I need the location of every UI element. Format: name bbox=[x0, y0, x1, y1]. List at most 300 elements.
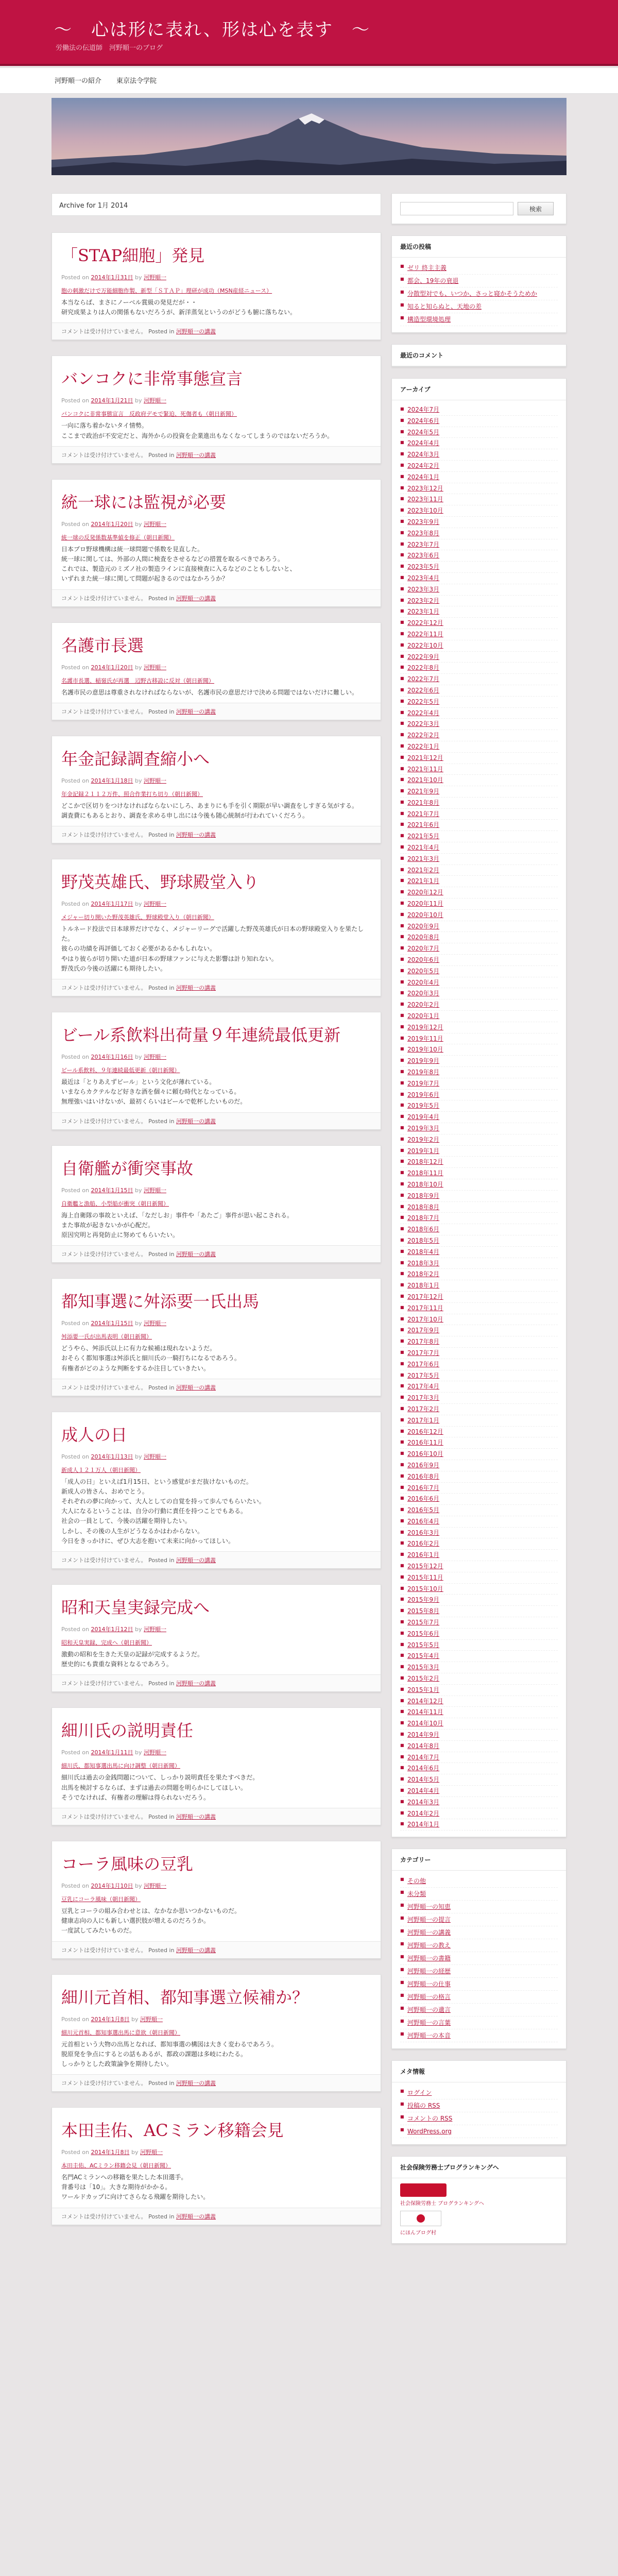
archives-link[interactable]: 2018年12月 bbox=[407, 1158, 443, 1166]
list-item bbox=[400, 1123, 558, 1134]
archives-link[interactable]: 2024年5月 bbox=[407, 428, 440, 436]
by-label: by bbox=[134, 397, 142, 404]
list-item bbox=[400, 887, 558, 899]
post-source-link[interactable]: ビール系飲料、９年連続最低更新（朝日新聞） bbox=[61, 1067, 180, 1074]
archives-link[interactable]: 2020年8月 bbox=[407, 934, 440, 941]
archives-link[interactable]: 2023年7月 bbox=[407, 540, 440, 548]
list-item bbox=[400, 910, 558, 921]
archives-link[interactable]: 2024年4月 bbox=[407, 439, 440, 447]
recent-posts-link[interactable]: 構造型環境処理 bbox=[407, 316, 451, 323]
archives-link[interactable]: 2023年1月 bbox=[407, 608, 440, 616]
post-title-link[interactable]: 野茂英雄氏、野球殿堂入り bbox=[61, 872, 260, 892]
archives-link[interactable]: 2018年11月 bbox=[407, 1170, 443, 1177]
archives-link[interactable]: 2019年3月 bbox=[407, 1125, 440, 1132]
post-title-link[interactable]: 統一球には監視が必要 bbox=[61, 492, 227, 512]
archives-link[interactable]: 2023年8月 bbox=[407, 529, 440, 537]
archives-link[interactable]: 2015年5月 bbox=[407, 1641, 440, 1649]
post-date-link[interactable]: 2014年1月8日 bbox=[91, 2015, 130, 2023]
archives-link[interactable]: 2018年6月 bbox=[407, 1226, 440, 1233]
post-author-link[interactable]: 河野順一 bbox=[140, 2149, 163, 2156]
archives-link[interactable]: 2014年4月 bbox=[407, 1787, 440, 1795]
list-item bbox=[400, 1314, 558, 1326]
archives-link[interactable]: 2018年2月 bbox=[407, 1270, 440, 1278]
archives-link[interactable]: 2023年6月 bbox=[407, 552, 440, 560]
list-item bbox=[400, 275, 558, 287]
archives-link[interactable]: 2019年10月 bbox=[407, 1046, 443, 1054]
archives-link[interactable]: 2020年5月 bbox=[407, 967, 440, 975]
post-category-link[interactable]: 河野順一の講義 bbox=[176, 1557, 216, 1564]
archives-link[interactable]: 2018年4月 bbox=[407, 1248, 440, 1256]
post-date-link[interactable]: 2014年1月31日 bbox=[91, 274, 133, 281]
list-item bbox=[400, 2004, 558, 2016]
archive-title: Archive for 1月 2014 bbox=[52, 193, 381, 216]
archives-link[interactable]: 2021年5月 bbox=[407, 833, 440, 840]
post-body-line: 一向に落ち着かないタイ情勢。 bbox=[61, 422, 148, 430]
post-category-link[interactable]: 河野順一の講義 bbox=[176, 1251, 216, 1258]
archives-link[interactable]: 2022年11月 bbox=[407, 630, 443, 638]
archives-link[interactable]: 2020年7月 bbox=[407, 945, 440, 953]
archives-link[interactable]: 2022年12月 bbox=[407, 619, 443, 627]
archives-link[interactable]: 2015年7月 bbox=[407, 1619, 440, 1626]
post-title-link[interactable]: 細川氏の説明責任 bbox=[61, 1721, 194, 1741]
archives-link[interactable]: 2021年2月 bbox=[407, 866, 440, 874]
post bbox=[52, 1974, 381, 2092]
post-body-line: 名護市民の意思は尊重されなければならないが、名護市民の意思だけで決める問題ではないだけに難しい。 bbox=[61, 688, 358, 696]
archives-link[interactable]: 2015年4月 bbox=[407, 1652, 440, 1660]
categories-link[interactable]: 河野順一の講義 bbox=[407, 1929, 451, 1937]
archives-link[interactable]: 2015年9月 bbox=[407, 1596, 440, 1604]
post-date-link[interactable]: 2014年1月20日 bbox=[91, 664, 133, 671]
list-item bbox=[400, 1561, 558, 1572]
post-body-line: それぞれの夢に向かって、大人としての自覚を持って歩んでもらいたい。 bbox=[61, 1498, 265, 1505]
archives-link[interactable]: 2016年8月 bbox=[407, 1472, 440, 1480]
recent-posts-link[interactable]: ゼリ 終主主義 bbox=[407, 264, 447, 272]
archives-link[interactable]: 2017年2月 bbox=[407, 1405, 440, 1413]
archives-link[interactable]: 2024年3月 bbox=[407, 451, 440, 459]
archives-link[interactable]: 2020年12月 bbox=[407, 889, 443, 896]
archives-link[interactable]: 2015年12月 bbox=[407, 1563, 443, 1570]
post-category-link[interactable]: 河野順一の講義 bbox=[176, 2080, 216, 2087]
meta-link[interactable]: WordPress.org bbox=[407, 2128, 452, 2136]
archives-link[interactable]: 2023年12月 bbox=[407, 484, 443, 492]
post-title-link[interactable]: 都知事選に舛添要一氏出馬 bbox=[61, 1292, 260, 1312]
archives-link[interactable]: 2018年9月 bbox=[407, 1192, 440, 1199]
archives-link[interactable]: 2019年12月 bbox=[407, 1023, 443, 1031]
post-category-link[interactable]: 河野順一の講義 bbox=[176, 1946, 216, 1954]
list-item bbox=[400, 1741, 558, 1752]
posted-in-label: Posted in bbox=[148, 451, 175, 459]
archives-link[interactable]: 2020年2月 bbox=[407, 1001, 440, 1009]
list-item bbox=[400, 697, 558, 708]
categories-link[interactable]: 河野順一の格言 bbox=[407, 1993, 451, 2001]
post-title-link[interactable]: 細川元首相、都知事選立候補か？ bbox=[61, 1987, 309, 2007]
post-body-line: 海上自衛隊の事故といえば、「なだしお」事件や「あたご」事件が思い起こされる。 bbox=[61, 1211, 294, 1219]
archives-link[interactable]: 2023年10月 bbox=[407, 507, 443, 515]
archives-link[interactable]: 2019年2月 bbox=[407, 1136, 440, 1143]
archives-link[interactable]: 2014年11月 bbox=[407, 1708, 443, 1716]
archives-link[interactable]: 2024年2月 bbox=[407, 462, 440, 469]
list-item bbox=[400, 1617, 558, 1629]
archives-link[interactable]: 2019年6月 bbox=[407, 1091, 440, 1098]
post-title-link[interactable]: 昭和天皇実録完成へ bbox=[61, 1598, 210, 1617]
list-item bbox=[400, 1168, 558, 1179]
post-body-line: どこかで区切りをつけなければならないにしろ、あまりにも手を引く期限が早い調査をしすぎる気がする。 bbox=[61, 802, 358, 809]
post-category-link[interactable]: 河野順一の講義 bbox=[176, 1813, 216, 1820]
list-item bbox=[400, 550, 558, 562]
archives-link[interactable]: 2021年12月 bbox=[407, 754, 443, 761]
archives-link[interactable]: 2014年2月 bbox=[407, 1809, 440, 1817]
post-title[interactable] bbox=[61, 1987, 371, 2008]
list-item bbox=[400, 1786, 558, 1797]
archives-link[interactable]: 2015年6月 bbox=[407, 1630, 440, 1637]
search-input[interactable] bbox=[400, 202, 513, 215]
by-label: by bbox=[134, 1626, 142, 1633]
post-source-link[interactable]: 新成人１２１万人（朝日新聞） bbox=[61, 1466, 141, 1473]
archives-link[interactable]: 2016年11月 bbox=[407, 1439, 443, 1447]
post-source-link[interactable]: メジャー切り開いた野茂英雄氏、野球殿堂入り（朝日新聞） bbox=[61, 914, 214, 921]
categories-link[interactable]: 河野順一の本音 bbox=[407, 2032, 451, 2040]
categories-link[interactable]: 河野順一の言葉 bbox=[407, 2019, 451, 2027]
archives-link[interactable]: 2020年3月 bbox=[407, 990, 440, 997]
post-date-link[interactable]: 2014年1月18日 bbox=[91, 777, 133, 784]
archives-link[interactable]: 2016年1月 bbox=[407, 1551, 440, 1559]
post-meta bbox=[61, 663, 371, 671]
post-source-link[interactable]: 自衛艦と漁船、小型船が衝突（朝日新聞） bbox=[61, 1200, 169, 1207]
post-title[interactable] bbox=[61, 1158, 371, 1179]
post-author-link[interactable]: 河野順一 bbox=[143, 397, 166, 404]
archives-link[interactable]: 2021年8月 bbox=[407, 799, 440, 806]
archives-link[interactable]: 2020年9月 bbox=[407, 922, 440, 930]
ranking-link[interactable]: 社会保険労務士 ブログランキングへ bbox=[400, 2201, 484, 2207]
post-title-link[interactable]: 自衛艦が衝突事故 bbox=[61, 1158, 194, 1178]
post-category-link[interactable]: 河野順一の講義 bbox=[176, 708, 216, 715]
archives-link[interactable]: 2019年8月 bbox=[407, 1069, 440, 1076]
post-author-link[interactable]: 河野順一 bbox=[143, 1882, 166, 1889]
archives-link[interactable]: 2019年1月 bbox=[407, 1147, 440, 1155]
archives-link[interactable]: 2017年10月 bbox=[407, 1315, 443, 1323]
archives-link[interactable]: 2024年6月 bbox=[407, 417, 440, 425]
post-source-link[interactable]: 本田圭佑、ACミラン移籍会見（朝日新聞） bbox=[61, 2162, 171, 2170]
by-label: by bbox=[131, 2015, 139, 2023]
by-label: by bbox=[134, 664, 142, 671]
post-author-link[interactable]: 河野順一 bbox=[143, 777, 166, 784]
archives-link[interactable]: 2017年6月 bbox=[407, 1360, 440, 1368]
post-author-link[interactable]: 河野順一 bbox=[143, 901, 166, 908]
archives-link[interactable]: 2020年4月 bbox=[407, 978, 440, 986]
list-item bbox=[400, 1808, 558, 1820]
archives-link[interactable]: 2022年9月 bbox=[407, 653, 440, 660]
archives-link[interactable]: 2016年2月 bbox=[407, 1540, 440, 1548]
list-item bbox=[400, 1460, 558, 1471]
archives-link[interactable]: 2017年12月 bbox=[407, 1293, 443, 1300]
archives-link[interactable]: 2021年11月 bbox=[407, 765, 443, 773]
archives-link[interactable]: 2017年9月 bbox=[407, 1327, 440, 1334]
archives-link[interactable]: 2018年3月 bbox=[407, 1259, 440, 1267]
archives-link[interactable]: 2021年3月 bbox=[407, 855, 440, 862]
post-title[interactable] bbox=[61, 1597, 371, 1618]
categories-link[interactable]: 河野順一の経歴 bbox=[407, 1968, 451, 1975]
archives-link[interactable]: 2015年8月 bbox=[407, 1607, 440, 1615]
meta-link[interactable]: ログイン bbox=[407, 2089, 432, 2097]
archives-link[interactable]: 2018年7月 bbox=[407, 1214, 440, 1222]
archives-link[interactable]: 2019年11月 bbox=[407, 1035, 443, 1042]
archives-link[interactable]: 2019年7月 bbox=[407, 1079, 440, 1087]
archives-link[interactable]: 2016年9月 bbox=[407, 1461, 440, 1469]
archives-link[interactable]: 2020年11月 bbox=[407, 900, 443, 908]
post-date-link[interactable]: 2014年1月20日 bbox=[91, 520, 133, 528]
post-author-link[interactable]: 河野順一 bbox=[143, 520, 166, 528]
archives-link[interactable]: 2023年2月 bbox=[407, 597, 440, 604]
post-body-line: 背番号は「10」。大きな期待がかかる。 bbox=[61, 2183, 171, 2191]
list-item bbox=[400, 1991, 558, 2004]
post-date-link[interactable]: 2014年1月21日 bbox=[91, 397, 133, 404]
post-title[interactable] bbox=[61, 1854, 371, 1874]
post-title[interactable] bbox=[61, 1291, 371, 1312]
ranking-badge-link[interactable]: にほんブログ村 bbox=[400, 2230, 436, 2236]
archives-link[interactable]: 2014年12月 bbox=[407, 1697, 443, 1705]
archives-link[interactable]: 2017年1月 bbox=[407, 1416, 440, 1424]
post-title-link[interactable]: 名護市長選 bbox=[61, 635, 144, 655]
posted-on-label: Posted on bbox=[61, 1453, 89, 1460]
post-author-link[interactable]: 河野順一 bbox=[143, 1749, 166, 1756]
post-title-link[interactable]: 「STAP細胞」発見 bbox=[61, 246, 205, 265]
post-category-link[interactable]: 河野順一の講義 bbox=[176, 451, 216, 459]
post-author-link[interactable]: 河野順一 bbox=[140, 2015, 163, 2023]
post-source-link[interactable]: 舛添要一氏が出馬表明（朝日新聞） bbox=[61, 1333, 152, 1341]
post-body-line: 日本プロ野球機構は統一球問題で係数を見直した。 bbox=[61, 545, 204, 553]
categories-link[interactable]: その他 bbox=[407, 1877, 426, 1885]
search-button[interactable]: 検索 bbox=[518, 202, 554, 215]
archives-link[interactable]: 2022年1月 bbox=[407, 742, 440, 750]
post-title[interactable] bbox=[61, 1720, 371, 1741]
post-title[interactable] bbox=[61, 749, 371, 769]
archives-link[interactable]: 2018年1月 bbox=[407, 1282, 440, 1290]
nav-item-school[interactable]: 東京法令学院 bbox=[116, 77, 157, 85]
post-body-line: 野茂氏の今後の活躍にも期待したい。 bbox=[61, 964, 167, 972]
list-item bbox=[400, 494, 558, 505]
post-title-link[interactable]: バンコクに非常事態宣言 bbox=[61, 369, 243, 389]
ranking-badge-image[interactable] bbox=[400, 2211, 441, 2226]
post-date-link[interactable]: 2014年1月12日 bbox=[91, 1626, 133, 1633]
list-item bbox=[400, 262, 558, 275]
archives-link[interactable]: 2014年5月 bbox=[407, 1776, 440, 1784]
archives-link[interactable]: 2014年1月 bbox=[407, 1821, 440, 1828]
post-date-link[interactable]: 2014年1月17日 bbox=[91, 901, 133, 908]
archives-link[interactable]: 2022年10月 bbox=[407, 641, 443, 649]
post-date-link[interactable]: 2014年1月13日 bbox=[91, 1453, 133, 1460]
post-source-link[interactable]: 細川元首相、都知事選出馬に意欲（朝日新聞） bbox=[61, 2029, 180, 2036]
categories-link[interactable]: 未分類 bbox=[407, 1890, 426, 1898]
archives-link[interactable]: 2021年10月 bbox=[407, 776, 443, 784]
post bbox=[52, 232, 381, 340]
post-title[interactable] bbox=[61, 368, 371, 389]
archives-link[interactable]: 2021年6月 bbox=[407, 821, 440, 829]
post-date-link[interactable]: 2014年1月10日 bbox=[91, 1882, 133, 1889]
archives-link[interactable]: 2022年6月 bbox=[407, 686, 440, 694]
archives-link[interactable]: 2022年8月 bbox=[407, 664, 440, 672]
post-source-link[interactable]: 細川氏、都知事選出馬に向け調整（朝日新聞） bbox=[61, 1762, 180, 1770]
by-label: by bbox=[131, 2149, 139, 2156]
post-category-link[interactable]: 河野順一の講義 bbox=[176, 1384, 216, 1391]
archives-link[interactable]: 2015年11月 bbox=[407, 1573, 443, 1581]
archives-link[interactable]: 2015年10月 bbox=[407, 1585, 443, 1592]
archives-link[interactable]: 2022年7月 bbox=[407, 675, 440, 683]
post-author-link[interactable]: 河野順一 bbox=[143, 1054, 166, 1060]
post-category-link[interactable]: 河野順一の講義 bbox=[176, 1117, 216, 1125]
archives-link[interactable]: 2018年8月 bbox=[407, 1203, 440, 1211]
archives-link[interactable]: 2016年10月 bbox=[407, 1450, 443, 1458]
archives-link[interactable]: 2021年7月 bbox=[407, 810, 440, 818]
archives-link[interactable]: 2014年10月 bbox=[407, 1720, 443, 1727]
archives-link[interactable]: 2023年5月 bbox=[407, 563, 440, 571]
list-item bbox=[400, 854, 558, 865]
comments-closed: コメントは受け付けていません。 bbox=[61, 451, 147, 459]
archives-link[interactable]: 2017年5月 bbox=[407, 1371, 440, 1379]
archives-link[interactable]: 2017年4月 bbox=[407, 1383, 440, 1391]
meta-link[interactable]: コメントの RSS bbox=[407, 2115, 453, 2123]
post-author-link[interactable]: 河野順一 bbox=[143, 274, 166, 281]
archives-link[interactable]: 2024年1月 bbox=[407, 473, 440, 481]
post-title-link[interactable]: ビール系飲料出荷量９年連続最低更新 bbox=[61, 1025, 341, 1045]
archives-link[interactable]: 2019年5月 bbox=[407, 1102, 440, 1110]
archives-link[interactable]: 2022年3月 bbox=[407, 720, 440, 728]
post-title-link[interactable]: 年金記録調査縮小へ bbox=[61, 749, 210, 769]
archives-link[interactable]: 2020年1月 bbox=[407, 1012, 440, 1020]
post-date-link[interactable]: 2014年1月8日 bbox=[91, 2149, 130, 2156]
post-date-link[interactable]: 2014年1月15日 bbox=[91, 1187, 133, 1194]
archives-link[interactable]: 2021年4月 bbox=[407, 844, 440, 852]
list-item bbox=[400, 1191, 558, 1202]
sidebar bbox=[391, 193, 566, 2255]
recent-posts-link[interactable]: 分散型対でも、いつか、さっと寝かそうためか bbox=[407, 290, 538, 297]
list-item bbox=[400, 1819, 558, 1831]
post-title[interactable] bbox=[61, 1425, 371, 1445]
archives-link[interactable]: 2014年6月 bbox=[407, 1765, 440, 1772]
categories-link[interactable]: 河野順一の教え bbox=[407, 1942, 451, 1950]
archives-link[interactable]: 2019年4月 bbox=[407, 1113, 440, 1121]
archives-link[interactable]: 2016年4月 bbox=[407, 1517, 440, 1525]
post-date-link[interactable]: 2014年1月15日 bbox=[91, 1320, 133, 1327]
post-title[interactable] bbox=[61, 635, 371, 656]
archives-link[interactable]: 2016年5月 bbox=[407, 1506, 440, 1514]
archives-link[interactable]: 2017年8月 bbox=[407, 1338, 440, 1346]
post-meta bbox=[61, 273, 371, 281]
archives-link[interactable]: 2021年1月 bbox=[407, 877, 440, 885]
posted-in-label: Posted in bbox=[148, 708, 175, 715]
categories-link[interactable]: 河野順一の知恵 bbox=[407, 1903, 451, 1911]
list-item bbox=[400, 1707, 558, 1718]
meta-link[interactable]: 投稿の RSS bbox=[407, 2102, 440, 2110]
archives-link[interactable]: 2023年11月 bbox=[407, 496, 443, 503]
post-category-link[interactable]: 河野順一の講義 bbox=[176, 2213, 216, 2220]
archives-link[interactable]: 2023年3月 bbox=[407, 585, 440, 593]
archives-link[interactable]: 2022年5月 bbox=[407, 698, 440, 705]
categories-link[interactable]: 河野順一の仕事 bbox=[407, 1980, 451, 1988]
post-source-link[interactable]: 昭和天皇実録、完成へ（朝日新聞） bbox=[61, 1639, 152, 1646]
archives-link[interactable]: 2014年8月 bbox=[407, 1742, 440, 1750]
post-author-link[interactable]: 河野順一 bbox=[143, 1626, 166, 1633]
archives-link[interactable]: 2023年9月 bbox=[407, 518, 440, 526]
archives-link[interactable]: 2020年10月 bbox=[407, 911, 443, 919]
post-source bbox=[61, 286, 371, 295]
post-title[interactable] bbox=[61, 245, 371, 266]
categories-link[interactable]: 河野順一の提言 bbox=[407, 1916, 451, 1924]
post-category-link[interactable]: 河野順一の講義 bbox=[176, 1680, 216, 1687]
post-body-line: 統一球に関しては、外部の人間に検査をさせるなどの措置を取るべきであろう。 bbox=[61, 555, 284, 563]
post-date-link[interactable]: 2014年1月11日 bbox=[91, 1749, 133, 1756]
archives-link[interactable]: 2014年7月 bbox=[407, 1753, 440, 1761]
ranking-logo[interactable] bbox=[400, 2183, 447, 2197]
post-source-link[interactable]: 胞の刺激だけで万能細胞作製、新型「ＳＴＡＰ」理研が成功（MSN産経ニュース） bbox=[61, 287, 272, 294]
post-title[interactable] bbox=[61, 492, 371, 513]
post-title[interactable] bbox=[61, 872, 371, 892]
post-date-link[interactable]: 2014年1月16日 bbox=[91, 1054, 133, 1060]
archives-link[interactable]: 2017年7月 bbox=[407, 1349, 440, 1357]
post-title[interactable] bbox=[61, 2120, 371, 2141]
posted-on-label: Posted on bbox=[61, 1882, 89, 1889]
post-author-link[interactable]: 河野順一 bbox=[143, 1187, 166, 1194]
archives-link[interactable]: 2015年3月 bbox=[407, 1664, 440, 1671]
post-category-link[interactable]: 河野順一の講義 bbox=[176, 832, 216, 839]
post-title[interactable] bbox=[61, 1025, 371, 1045]
archives-link[interactable]: 2019年9月 bbox=[407, 1057, 440, 1065]
site-title[interactable]: 〜 心は形に表れ、形は心を表す 〜 bbox=[54, 20, 371, 40]
archives-link[interactable]: 2020年6月 bbox=[407, 956, 440, 964]
post-body bbox=[61, 1906, 371, 1936]
archives-link[interactable]: 2015年2月 bbox=[407, 1675, 440, 1683]
post-category-link[interactable]: 河野順一の講義 bbox=[176, 328, 216, 335]
archives-link[interactable]: 2018年5月 bbox=[407, 1236, 440, 1244]
post-source-link[interactable]: 名護市長選、稲嶺氏が再選 辺野古移設に反対（朝日新聞） bbox=[61, 677, 214, 684]
archives-link[interactable]: 2021年9月 bbox=[407, 788, 440, 795]
post-author-link[interactable]: 河野順一 bbox=[143, 1320, 166, 1327]
categories-link[interactable]: 河野順一の書籍 bbox=[407, 1955, 451, 1962]
recent-posts-link[interactable]: 知ると知らぬと、天地の差 bbox=[407, 303, 482, 310]
nav-item-profile[interactable]: 河野順一の紹介 bbox=[55, 77, 102, 85]
post-title-link[interactable]: コーラ風味の豆乳 bbox=[61, 1854, 194, 1874]
archives-link[interactable]: 2017年11月 bbox=[407, 1304, 443, 1312]
post-author-link[interactable]: 河野順一 bbox=[143, 664, 166, 671]
archives-link[interactable]: 2016年6月 bbox=[407, 1495, 440, 1503]
archives-link[interactable]: 2018年10月 bbox=[407, 1180, 443, 1188]
archives-link[interactable]: 2022年2月 bbox=[407, 732, 440, 739]
archives-link[interactable]: 2022年4月 bbox=[407, 709, 440, 717]
post-category-link[interactable]: 河野順一の講義 bbox=[176, 985, 216, 991]
post-category-link[interactable]: 河野順一の講義 bbox=[176, 595, 216, 602]
list-item bbox=[400, 652, 558, 663]
post-source-link[interactable]: 統一球の反発係数基準値を修正（朝日新聞） bbox=[61, 534, 175, 541]
archives-link[interactable]: 2015年1月 bbox=[407, 1686, 440, 1693]
archives-link[interactable]: 2016年7月 bbox=[407, 1484, 440, 1492]
post-source-link[interactable]: バンコクに非常事態宣言 反政府デモで緊迫、死傷者も（朝日新聞） bbox=[61, 411, 237, 418]
archives-link[interactable]: 2017年3月 bbox=[407, 1394, 440, 1402]
archives-link[interactable]: 2014年9月 bbox=[407, 1731, 440, 1739]
post-source-link[interactable]: 豆乳にコーラ風味（朝日新聞） bbox=[61, 1895, 141, 1903]
post-body-line: 調査費にもあるとおり、調査を求める申し出には今後も随心統制が行われていくだろう。 bbox=[61, 811, 309, 819]
post-author-link[interactable]: 河野順一 bbox=[143, 1453, 166, 1460]
post-title-link[interactable]: 成人の日 bbox=[61, 1425, 128, 1445]
list-item bbox=[400, 1202, 558, 1213]
archives-link[interactable]: 2023年4月 bbox=[407, 574, 440, 582]
archives-link[interactable]: 2014年3月 bbox=[407, 1798, 440, 1806]
archives-link[interactable]: 2016年3月 bbox=[407, 1529, 440, 1536]
categories-link[interactable]: 河野順一の遺言 bbox=[407, 2006, 451, 2014]
post-source-link[interactable]: 年金記録２１１２万件、照合作業打ち切り（朝日新聞） bbox=[61, 790, 203, 798]
post-title-link[interactable]: 本田圭佑、ACミラン移籍会見 bbox=[61, 2121, 284, 2141]
archives-link[interactable]: 2024年7月 bbox=[407, 406, 440, 413]
archives-link[interactable]: 2016年12月 bbox=[407, 1428, 443, 1435]
recent-posts-link[interactable]: 都会、19年の衰退 bbox=[407, 277, 459, 284]
